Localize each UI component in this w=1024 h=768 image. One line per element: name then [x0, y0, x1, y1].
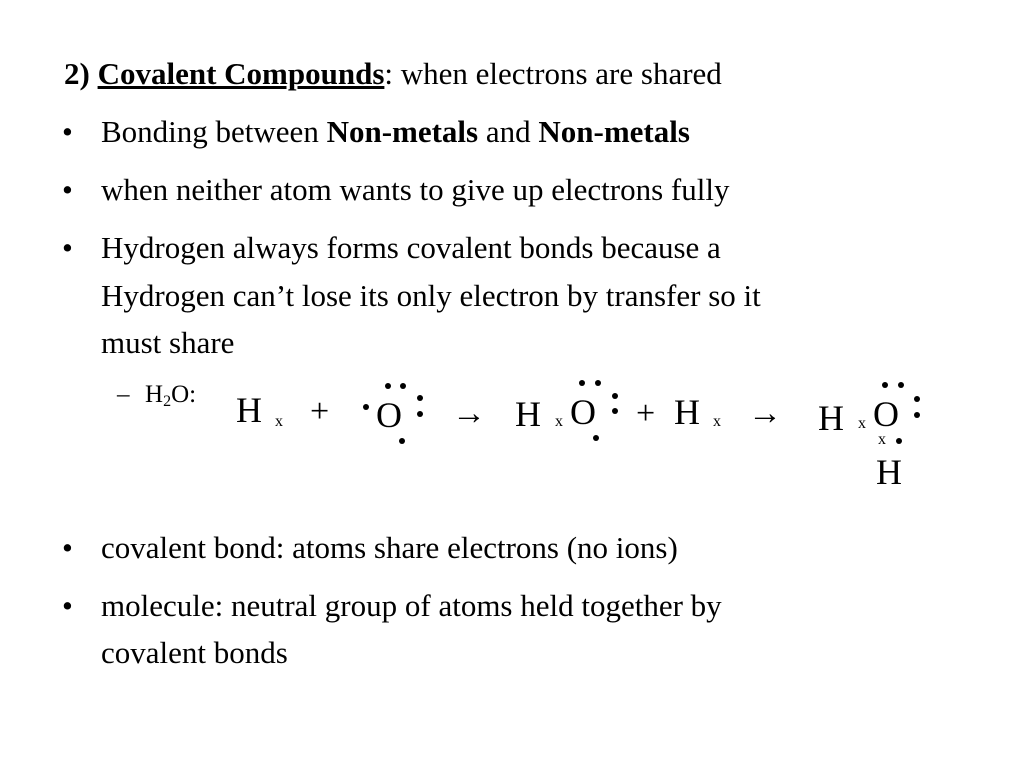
bullet-hydrogen-line-1: Hydrogen always forms covalent bonds because a — [101, 230, 721, 265]
formula-subscript: 2 — [163, 393, 172, 410]
eq-electron-x: x — [275, 413, 283, 430]
eq-hydrogen-4: H — [818, 398, 844, 438]
eq-hydrogen-5: H — [876, 452, 902, 492]
bullet-covalent-bond: covalent bond: atoms share electrons (no ions) — [101, 530, 678, 565]
formula-h: H — [145, 381, 164, 408]
bullet-hydrogen-line-3: must share — [101, 325, 235, 360]
bullet-marker: • — [62, 588, 73, 623]
bullet-molecule-line-1: molecule: neutral group of atoms held together by — [101, 588, 722, 623]
bullet-text: and — [478, 114, 539, 149]
heading-number: 2) — [64, 56, 90, 91]
formula-o: O: — [171, 381, 197, 408]
eq-plus-2: + — [636, 395, 656, 432]
bullet-text: Bonding between — [101, 114, 327, 149]
bullet-marker: • — [62, 230, 73, 265]
bullet-marker: • — [62, 172, 73, 207]
bullet-molecule-line-2: covalent bonds — [101, 635, 288, 670]
bullet-marker: • — [62, 530, 73, 565]
bullet-neither-atom: when neither atom wants to give up electrons fully — [101, 172, 730, 207]
heading-rest: : when electrons are shared — [384, 56, 722, 91]
eq-electron-x: x — [555, 413, 563, 430]
sub-bullet-dash: – — [117, 381, 130, 408]
bullet-hydrogen-line-2: Hydrogen can’t lose its only electron by transfer so it — [101, 278, 761, 313]
eq-oxygen-1: O — [376, 395, 402, 435]
bullet-marker: • — [62, 114, 73, 149]
heading-term: Covalent Compounds — [97, 56, 385, 91]
eq-oxygen-3: O — [873, 394, 899, 434]
eq-oxygen-2: O — [570, 392, 596, 432]
bold-term: Non-metals — [326, 114, 479, 149]
eq-hydrogen-2: H — [515, 394, 541, 434]
eq-arrow-1: → — [452, 395, 486, 432]
eq-plus-1: + — [310, 393, 330, 430]
bold-term: Non-metals — [538, 114, 690, 149]
eq-hydrogen-1: H — [236, 390, 262, 430]
eq-hydrogen-3: H — [674, 392, 700, 432]
eq-electron-x: x — [878, 431, 886, 448]
eq-electron-x: x — [858, 415, 866, 432]
eq-electron-x: x — [713, 413, 721, 430]
eq-arrow-2: → — [748, 395, 782, 432]
